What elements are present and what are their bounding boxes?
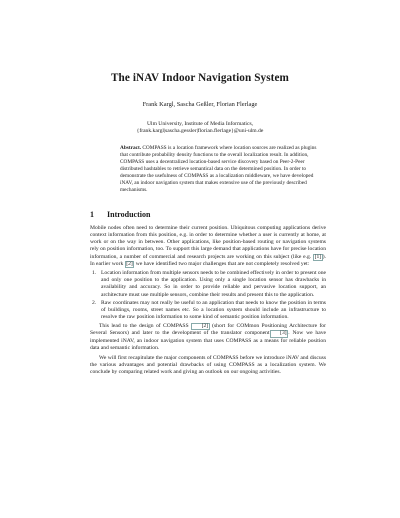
challenge-list — [90, 270, 326, 321]
paragraph-3: We will first recapitulate the major components of COMPASS before we introduce iNAV and discuss the various advantages and potential drawbacks of using COMPASS as a localization system. We conclude by comparing related work and giving an outlook on our ongoing activities. — [90, 354, 326, 376]
paper-affiliation — [0, 121, 400, 136]
citation-link[interactable]: [2] — [191, 323, 210, 330]
paragraph-text: we have identified two major challenges that are not completely resolved yet: — [135, 260, 310, 267]
affiliation-institute: Ulm University, Institute of Media Informatics, — [146, 121, 254, 127]
section-number: 1 — [90, 210, 94, 219]
section-body — [90, 225, 326, 376]
paragraph-text: This lead to the design of COMPASS — [99, 323, 189, 330]
affiliation-emails: {frank.kargl|sascha.gessler|florian.flerlage}@uni-ulm.de — [136, 128, 264, 135]
citation-link[interactable]: [3] — [270, 330, 289, 337]
paper-authors: Frank Kargl, Sascha Geßler, Florian Flerlage — [142, 101, 258, 108]
list-marker: 1. — [92, 270, 97, 277]
citation-link[interactable]: [2] — [126, 260, 133, 267]
list-item-text: Raw coordinates may not really be useful to an application that needs to know the position in terms of buildings, rooms, street names etc. So a location system should include an infrastructure to resolve the raw position information to some kind of semantic position information. — [101, 299, 326, 320]
abstract — [120, 145, 324, 194]
section-heading — [90, 210, 150, 219]
paragraph-text: (short for COMmon Positioning Architecture for Several Sensors) and later to the development of the translator component — [90, 323, 326, 337]
section-title: Introduction — [107, 210, 151, 219]
abstract-text: COMPASS is a location framework where location sources are realized as plugins that contribute probability density functions to the overall localization result. In addition, COMPASS uses a decentralized location-based service discovery based on Peer-2-Peer distributed hashtables to retrieve semantical data on the determined position. In order to demonstrate the usefulness of COMPASS as a localization middleware, we have developed iNAV, an indoor navigation system that makes extensive use of the previously described mechanisms. — [120, 145, 317, 193]
abstract-label: Abstract. — [120, 145, 142, 151]
paragraph-1 — [90, 225, 326, 268]
paragraph-2 — [90, 323, 326, 352]
list-item — [90, 270, 326, 299]
paragraph-text: ). In earlier work — [90, 253, 326, 267]
list-marker: 2. — [92, 299, 97, 306]
list-item-text: Location information from multiple sensors needs to be combined effectively in order to present one and only one position to the application. Using only a single location sensor has drawbacks in availability and accuracy. So in order to provide reliable and pervasive location support, an architecture must use multiple sensors, combine their results and present this to the application. — [101, 270, 326, 298]
paragraph-text: . Now we have implemented iNAV, an indoor navigation system that uses COMPASS as a means for reliable position data and semantic information. — [90, 330, 326, 351]
list-item — [90, 300, 326, 321]
citation-link[interactable]: [1] — [314, 253, 322, 260]
paper-title: The iNAV Indoor Navigation System — [111, 72, 289, 84]
paragraph-text: Mobile nodes often need to determine their current position. Ubiquitous computing applications derive context information from this position, e.g. in order to determine whether a user is currently at home, at work or on the way in between. Other applications, like position-based routing or navigation systems rely on position information, too. To support this large demand that applications have for precise location information, a number of commercial and research projects are working on this subject (like e.g. — [90, 225, 326, 260]
